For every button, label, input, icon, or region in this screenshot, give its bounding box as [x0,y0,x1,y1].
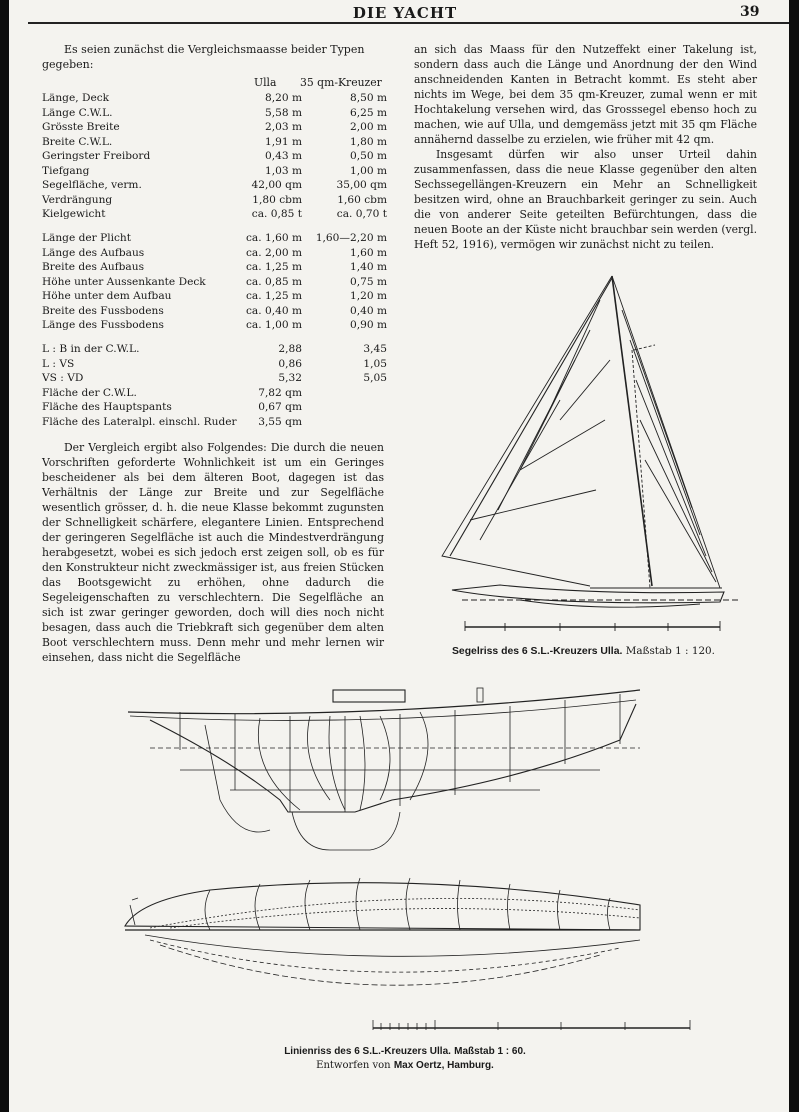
col-header-kreuzer: 35 qm-Kreuzer [300,76,382,89]
journal-title: DIE YACHT [352,4,458,22]
row-label: Länge der Plicht [42,232,131,244]
row-label: Segelfläche, verm. [42,179,142,191]
row-label: L : VS [42,357,75,370]
row-label: Grösste Breite [42,121,120,133]
value-kreuzer: 8,50 m [349,92,387,104]
value-kreuzer: ca. 0,70 t [336,208,387,220]
value-kreuzer: 5,05 [363,372,387,384]
caption-designer: Max Oertz, Hamburg. [393,1060,494,1071]
value-kreuzer: 0,75 m [349,275,387,288]
lines-plan-caption [180,1045,630,1073]
col-header-ulla: Ulla [254,76,277,89]
row-label: Länge des Aufbaus [42,246,145,259]
value-kreuzer: 1,40 m [349,261,387,273]
row-label: Verdrängung [42,193,113,206]
caption-scale: Maßstab 1 : 60. [454,1046,526,1057]
value-kreuzer: 0,90 m [349,319,387,331]
value-ulla: 1,80 cbm [252,193,302,206]
value-ulla: 5,58 m [264,106,302,119]
row-label: L : B in der C.W.L. [42,343,140,355]
row-label: Höhe unter dem Aufbau [42,290,172,302]
caption-scale: Maßstab 1 : 120. [625,645,715,657]
value-kreuzer: 0,40 m [349,304,387,317]
value-ulla: ca. 0,85 t [251,208,302,220]
row-label: Fläche des Lateralpl. einschl. Ruder [42,415,237,428]
value-ulla: ca. 1,00 m [246,319,302,331]
paragraph: Der Vergleich ergibt also Folgendes: Die durch die neuen Vorschriften geforderte Wohnlichkeit ist um ein Geringes bescheidener als bei dem älteren Boot, dagegen ist das Verhältnis der Länge zur Breite und zur Segelfläche wesentlich grösser, d. h. die neue Klasse bekommt zugunsten der Schnelligkeit schärfere, elegantere Linien. Entsprechend der geringeren Segelfläche ist auch die Mindestverdrängung herabgesetzt, wobei es sich jedoch erst zeigen soll, ob es für den Konstrukteur nicht zweckmässiger ist, aus freien Stücken das Bootsgewicht zu erhöhen, ohne dadurch die Segeleigenschaften zu verschlechtern. Die Segelfläche an sich ist zwar geringer geworden, doch will dies noch nicht besagen, dass auch die Triebkraft sich gegenüber dem alten Boot verschlechtern muss. Denn mehr und mehr lernen wir einsehen, dass nicht die Segelfläche [42,441,384,664]
value-ulla: ca. 1,25 m [246,290,302,302]
value-kreuzer: 1,60 m [349,246,387,259]
row-label: Breite C.W.L. [42,135,113,148]
row-label: Kielgewicht [42,208,106,220]
value-kreuzer: 1,00 m [349,164,387,177]
value-ulla: 0,86 [278,357,302,370]
value-kreuzer: 35,00 qm [336,179,387,191]
value-ulla: 1,91 m [264,135,302,148]
value-kreuzer: 1,05 [363,357,387,370]
value-kreuzer: 1,80 m [349,135,387,148]
value-ulla: 8,20 m [264,92,302,104]
value-ulla: ca. 2,00 m [246,246,302,259]
value-ulla: 7,82 qm [258,386,302,399]
row-label: Breite des Fussbodens [42,304,164,317]
value-ulla: ca. 0,40 m [246,304,302,317]
value-ulla: 0,67 qm [258,401,302,413]
row-label: Länge, Deck [42,92,110,104]
intro-line-2: gegeben: [42,58,94,71]
caption-designer-prefix: Entworfen von [316,1060,391,1071]
value-kreuzer: 1,20 m [349,290,387,302]
value-ulla: ca. 1,60 m [246,232,302,244]
caption-title: Linienriss des 6 S.L.-Kreuzers Ulla. [284,1046,451,1057]
value-ulla: 42,00 qm [251,179,302,191]
paragraph: an sich das Maass für den Nutzeffekt einer Takelung ist, sondern dass auch die Länge und Anordnung der den Wind anschneidenden Kanten in Betracht kommt. Es steht aber nichts im Wege, bei dem 35 qm-Kreuzer, zumal wenn er mit Hochtakelung versehen wird, das Grosssegel ebenso hoch zu machen, wie auf Ulla, und demgemäss jetzt mit 35 qm Fläche annähernd dasselbe zu erzielen, wie früher mit 42 qm. [414,43,757,146]
value-ulla: ca. 1,25 m [246,261,302,273]
value-kreuzer: 1,60 cbm [337,193,387,206]
row-label: Fläche der C.W.L. [42,386,137,399]
value-ulla: 2,88 [278,343,302,355]
row-label: Fläche des Hauptspants [42,401,172,413]
value-kreuzer: 0,50 m [349,150,387,162]
paragraph: Insgesamt dürfen wir also unser Urteil dahin zusammenfassen, dass die neue Klasse gegenüber den alten Sechssegellängen-Kreuzern ein Mehr an Schnelligkeit besitzen wird, ohne an Brauchbarkeit geringer zu sein. Auch die von anderer Seite geteilten Befürchtungen, dass die neuen Boote an der Küste nicht brauchbar sein werden (vergl. Heft 52, 1916), vermögen wir zunächst nicht zu teilen. [414,148,757,251]
value-ulla: 0,43 m [264,150,302,162]
page-number: 39 [740,4,760,20]
value-ulla: 2,03 m [264,121,302,133]
value-ulla: 1,03 m [264,164,302,177]
value-kreuzer: 3,45 [363,343,387,355]
value-kreuzer: 6,25 m [349,106,387,119]
intro-line-1: Es seien zunächst die Vergleichsmaasse beider Typen [64,43,365,56]
row-label: Tiefgang [42,164,90,177]
value-ulla: 5,32 [278,372,302,384]
caption-title: Segelriss des 6 S.L.-Kreuzers Ulla. [452,646,623,657]
value-ulla: ca. 0,85 m [246,275,302,288]
row-label: Geringster Freibord [42,150,151,162]
row-label: Breite des Aufbaus [42,261,145,273]
value-kreuzer: 1,60—2,20 m [315,232,387,244]
row-label: Länge C.W.L. [42,106,113,119]
row-label: Länge des Fussbodens [42,319,164,331]
row-label: Höhe unter Aussenkante Deck [42,275,206,288]
value-kreuzer: 2,00 m [349,121,387,133]
value-ulla: 3,55 qm [258,415,302,428]
row-label: VS : VD [42,372,84,384]
